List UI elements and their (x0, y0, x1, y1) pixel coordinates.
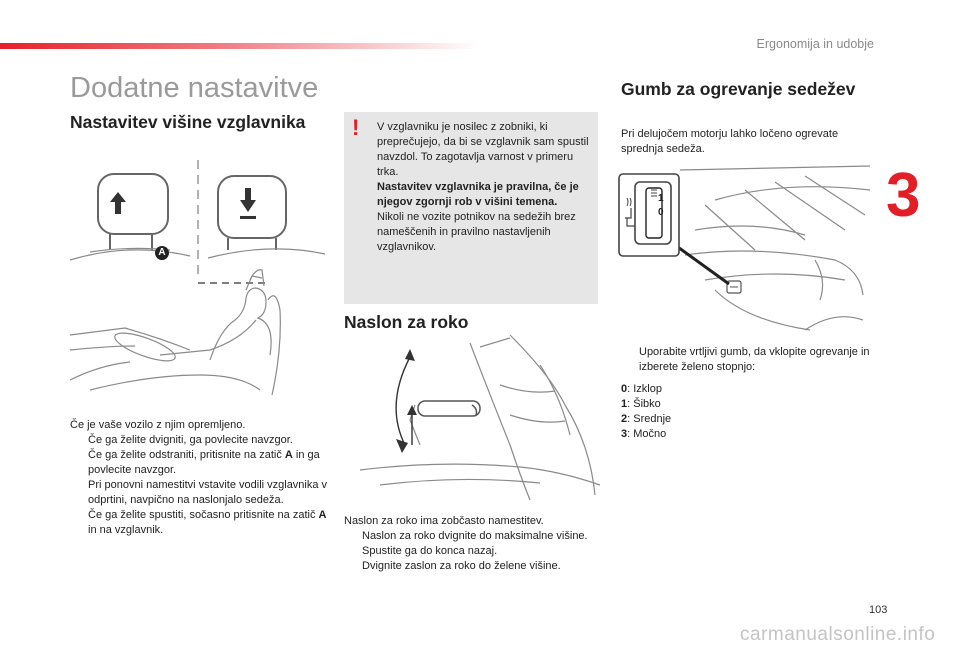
seat-heating-illustration (605, 160, 870, 332)
armrest-instructions (344, 514, 596, 574)
header-accent-bar (0, 43, 480, 49)
list-item: Naslon za roko dvignite do maksimalne višine. (362, 530, 588, 542)
level-item: 1: Šibko (621, 398, 661, 410)
armrest-illustration (360, 335, 600, 505)
seat-heating-steps (621, 345, 871, 375)
headrest-intro: Če je vaše vozilo z njim opremljeno. (70, 419, 246, 431)
page-number: 103 (869, 604, 888, 616)
callout-a: A (155, 246, 169, 260)
armrest-heading: Naslon za roko (344, 312, 469, 332)
seat-heating-list (621, 345, 871, 375)
list-item: Dvignite zaslon za roko do želene višine. (362, 560, 561, 572)
seat-heating-heading: Gumb za ogrevanje sedežev (621, 79, 856, 99)
list-item: Če ga želite dvigniti, ga povlecite navzgor. (88, 434, 293, 446)
section-label: Ergonomija in udobje (756, 37, 874, 51)
list-item: Če ga želite odstraniti, pritisnite na zatič A in ga povlecite navzgor. (88, 449, 320, 476)
headrest-steps (70, 433, 330, 538)
level-item: 2: Srednje (621, 413, 672, 425)
warning-text-2: Nikoli ne vozite potnikov na sedežih brez nameščenih in pravilno nastavljenih vzglavnikov. (377, 211, 576, 253)
warning-text (377, 120, 592, 255)
level-item: 0: Izklop (621, 383, 662, 395)
list-item: Če ga želite spustiti, sočasno pritisnite na zatič A in na vzglavnik. (88, 509, 327, 536)
list-item: Pri ponovni namestitvi vstavite vodili vzglavnika v odprtini, navpično na naslonjalo sedeža. (88, 479, 328, 506)
headrest-illustration (70, 150, 340, 400)
page-title: Dodatne nastavitve (70, 72, 319, 104)
list-item: Uporabite vrtljivi gumb, da vklopite ogrevanje in izberete želeno stopnjo: (639, 346, 870, 373)
lift-arrow-icon (407, 405, 417, 445)
heating-levels (621, 382, 821, 442)
warning-icon: ! (352, 115, 360, 140)
armrest-steps (344, 529, 596, 574)
warning-text-bold: Nastavitev vzglavnika je pravilna, če je njegov zgornji rob v višini temena. (377, 181, 579, 208)
list-item: Spustite ga do konca nazaj. (362, 545, 498, 557)
level-item: 3: Močno (621, 428, 667, 440)
chapter-number: 3 (886, 161, 919, 230)
seat-heating-intro: Pri delujočem motorju lahko ločeno ogrevate sprednja sedeža. (621, 128, 839, 155)
headrest-instructions (70, 418, 330, 538)
knob-label-1: 1 (658, 193, 664, 204)
headrest-heading: Nastavitev višine vzglavnika (70, 112, 306, 132)
warning-text-1: V vzglavniku je nosilec z zobniki, ki preprečujejo, da bi se vzglavnik sam spustil navzdol. To zagotavlja varnost v primeru trka. (377, 121, 589, 178)
watermark[interactable]: carmanualsonline.info (740, 624, 936, 645)
warning-box (344, 112, 598, 304)
knob-label-0: 0 (658, 207, 664, 218)
armrest-intro: Naslon za roko ima zobčasto namestitev. (344, 515, 544, 527)
